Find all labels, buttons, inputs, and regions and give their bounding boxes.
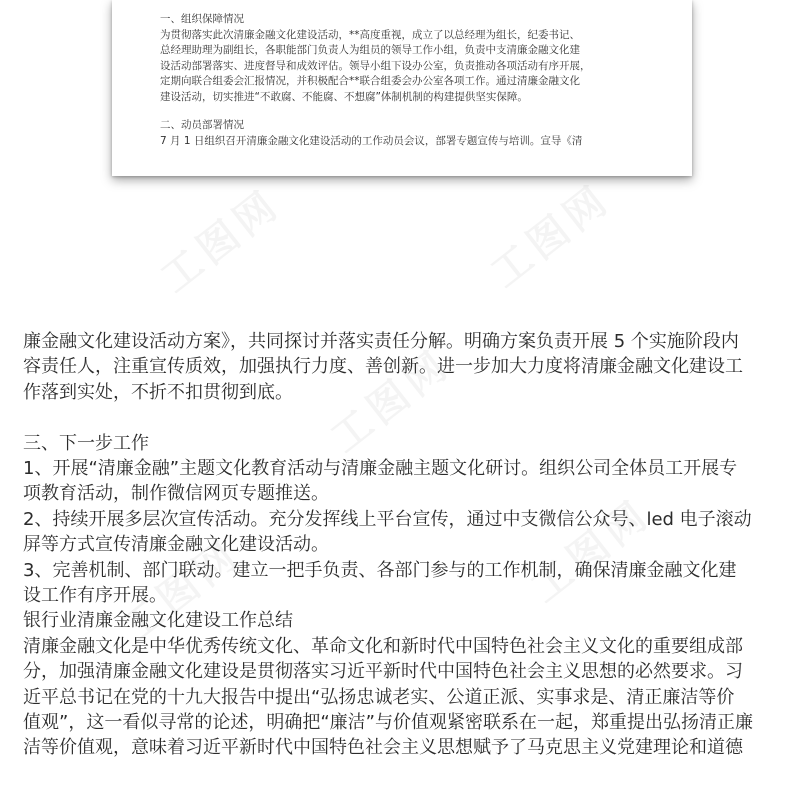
summary-title: 银行业清廉金融文化建设工作总结: [23, 610, 293, 632]
summary-line: 洁等价值观，意味着习近平新时代中国特色社会主义思想赋予了马克思主义党建理论和道德: [23, 737, 743, 759]
item-line: 3、完善机制、部门联动。建立一把手负责、各部门参与的工作机制，确保清廉金融文化建: [23, 559, 737, 581]
section1-line: 总经理助理为副组长，各职能部门负责人为组员的领导工作小组，负责中支清廉金融文化建: [160, 44, 580, 56]
section1-line: 设活动部署落实、进度督导和成效评估。领导小组下设办公室，负责推动各项活动有序开展，: [160, 59, 591, 72]
watermark: [147, 174, 291, 304]
summary-line: 分，加强清廉金融文化建设是贯彻落实习近平新时代中国特色社会主义思想的必然要求。习: [23, 661, 743, 683]
summary-line: 清廉金融文化是中华优秀传统文化、革命文化和新时代中国特色社会主义文化的重要组成部: [23, 635, 743, 657]
summary-line: 近平总书记在党的十九大报告中提出“弘扬忠诚老实、公道正派、实事求是、清正廉洁等价: [23, 686, 735, 708]
continuation-line: 作落到实处，不折不扣贯彻到底。: [23, 381, 293, 403]
section3-heading: 三、下一步工作: [23, 432, 149, 454]
document-page-card: [112, 0, 692, 176]
item-line: 屏等方式宣传清廉金融文化建设活动。: [23, 534, 329, 556]
section2-line: 7 月 1 日组织召开清廉金融文化建设活动的工作动员会议，部署专题宣传与培训。宣导《清: [160, 134, 583, 147]
summary-line: 值观”，这一看似寻常的论述，明确把“廉洁”与价值观紧密联系在一起，郑重提出弘扬清正廉: [23, 712, 753, 734]
paragraph-gap: [160, 105, 650, 118]
item-line: 2、持续开展多层次宣传活动。充分发挥线上平台宣传，通过中支微信公众号、led 电子滚动: [23, 508, 752, 530]
main-text-block: [23, 329, 779, 761]
section2-heading: 二、动员部署情况: [160, 119, 244, 131]
section1-line: 建设活动，切实推进“不敢腐、不能腐、不想腐”体制机制的构建提供坚实保障。: [160, 90, 528, 103]
section1-heading: 一、组织保障情况: [160, 13, 244, 25]
section1-line: 为贯彻落实此次清廉金融文化建设活动，**高度重视，成立了以总经理为组长，纪委书记、: [160, 28, 580, 41]
section1-line: 定期向联合组委会汇报情况，并积极配合**联合组委会办公室各项工作。通过清廉金融文化: [160, 75, 580, 87]
continuation-line: 廉金融文化建设活动方案》，共同探讨并落实责任分解。明确方案负责开展 5 个实施阶段内: [23, 331, 739, 352]
card-text-block: [160, 12, 650, 149]
item-line: 1、开展“清廉金融”主题文化教育活动与清廉金融主题文化研讨。组织公司全体员工开展专: [23, 458, 738, 480]
paragraph-gap: [23, 405, 779, 430]
item-line: 设工作有序开展。: [23, 585, 167, 607]
continuation-line: 容责任人，注重宣传质效，加强执行力度、善创新。进一步加大力度将清廉金融文化建设工: [23, 356, 743, 378]
item-line: 项教育活动，制作微信网页专题推送。: [23, 483, 329, 505]
watermark: [477, 169, 621, 299]
